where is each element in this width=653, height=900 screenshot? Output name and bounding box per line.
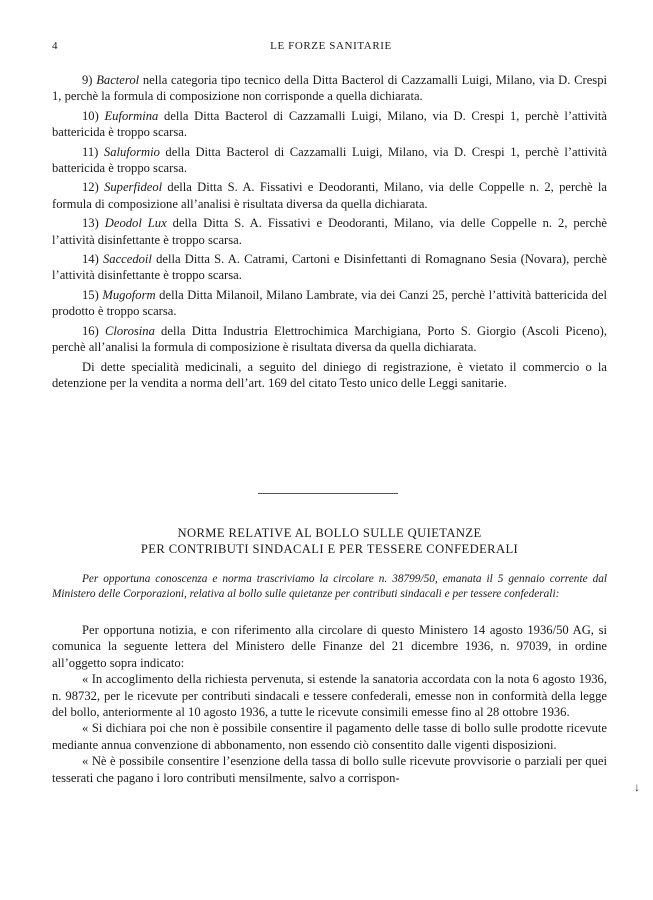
product-name: Superfideol xyxy=(104,180,163,195)
product-name: Euformina xyxy=(104,108,159,123)
product-name: Saccedoil xyxy=(102,252,152,267)
list-item: 14) Saccedoil della Ditta S. A. Catrami, Cartoni e Disinfettanti di Romagnano Sesia (Novara), perchè l’attività disinfettante è troppo scarsa. xyxy=(52,252,608,283)
section-separator xyxy=(258,493,398,494)
product-name: Bacterol xyxy=(96,73,140,87)
list-item: 12) Superfideol della Ditta S. A. Fissativi e Deodoranti, Milano, via delle Coppelle n. 2, perchè la formula di composizione all’analisi è risultata diversa da quella dichiarata. xyxy=(52,180,607,211)
product-name: Deodol Lux xyxy=(104,216,167,231)
intro-paragraph: Per opportuna conoscenza e norma trascriviamo la circolare n. 38799/50, emanata il 5 gennaio corrente dal Ministero delle Corporazioni, relativa al bollo sulle quietanze per contributi sindacali e per tessere confederali: xyxy=(52,573,607,600)
list-item: 15) Mugoform della Ditta Milanoil, Milano Lambrate, via dei Canzi 25, perchè l’attività battericida del prodotto è troppo scarsa. xyxy=(52,287,607,319)
product-name: Mugoform xyxy=(102,287,156,302)
paragraph: « Si dichiara poi che non è possibile consentire il pagamento delle tasse di bollo sulle prodotte ricevute mediante annua convenzione di abbonamento, non essendo ciò consentito dalle vigenti disposizioni. xyxy=(52,721,607,752)
margin-mark: ↓ xyxy=(634,780,640,794)
running-title: LE FORZE SANITARIE xyxy=(270,40,392,52)
paragraph: « In accoglimento della richiesta pervenuta, si estende la sanatoria accordata con la nota 6 agosto 1936, n. 98732, per le ricevute per contributi sindacali e tessere confederali, emesse non in conformità della legge del bollo, anteriormente al 10 agosto 1936, a tutte le ricevute consimili emesse fino al 28 ottobre 1936. xyxy=(52,672,607,720)
closing-paragraph: Di dette specialità medicinali, a seguito del diniego di registrazione, è vietato il commercio o la detenzione per la vendita a norma dell’art. 169 del citato Testo unico delle Leggi sanitarie. xyxy=(52,359,607,390)
list-item: 13) Deodol Lux della Ditta S. A. Fissativi e Deodoranti, Milano, via delle Coppelle n. 2, perchè l’attività disinfettante è troppo scarsa. xyxy=(52,216,607,247)
product-name: Saluformio xyxy=(103,144,160,159)
page-number: 4 xyxy=(52,40,59,52)
circular-text xyxy=(52,622,607,786)
list-item: 9) Bacterol nella categoria tipo tecnico della Ditta Bacterol di Cazzamalli Luigi, Milano, via D. Crespi 1, perchè la formula di composizione non corrisponde a quella dichiarata. xyxy=(52,73,607,104)
running-head xyxy=(52,40,610,58)
list-item: 16) Clorosina della Ditta Industria Elettrochimica Marchigiana, Porto S. Giorgio (Ascoli Piceno), perchè all’analisi la formula di composizione è risultata diversa da quella dichiarata. xyxy=(52,323,607,355)
paragraph: « Nè è possibile consentire l’esenzione della tassa di bollo sulle ricevute provvisorie o parziali per quei tesserati che pagano i loro contributi mensilmente, salvo a corrispon- xyxy=(52,754,607,785)
section-heading xyxy=(52,525,607,557)
decree-list xyxy=(52,72,607,391)
product-name: Clorosina xyxy=(104,323,155,338)
heading-line: NORME RELATIVE AL BOLLO SULLE QUIETANZE xyxy=(177,526,482,540)
list-item: 10) Euformina della Ditta Bacterol di Cazzamalli Luigi, Milano, via D. Crespi 1, perchè l’attività battericida è troppo scarsa. xyxy=(52,108,607,140)
list-item: 11) Saluformio della Ditta Bacterol di Cazzamalli Luigi, Milano, via D. Crespi 1, perchè l’attività battericida è troppo scarsa. xyxy=(52,144,608,176)
heading-line: PER CONTRIBUTI SINDACALI E PER TESSERE CONFEDERALI xyxy=(140,542,519,556)
paragraph: Per opportuna notizia, e con riferimento alla circolare di questo Ministero 14 agosto 1936/50 AG, si comunica la seguente lettera del Ministero delle Finanze del 21 dicembre 1936, n. 97039, in ordine all’oggetto sopra indicato: xyxy=(52,623,607,670)
editorial-intro xyxy=(52,572,607,601)
